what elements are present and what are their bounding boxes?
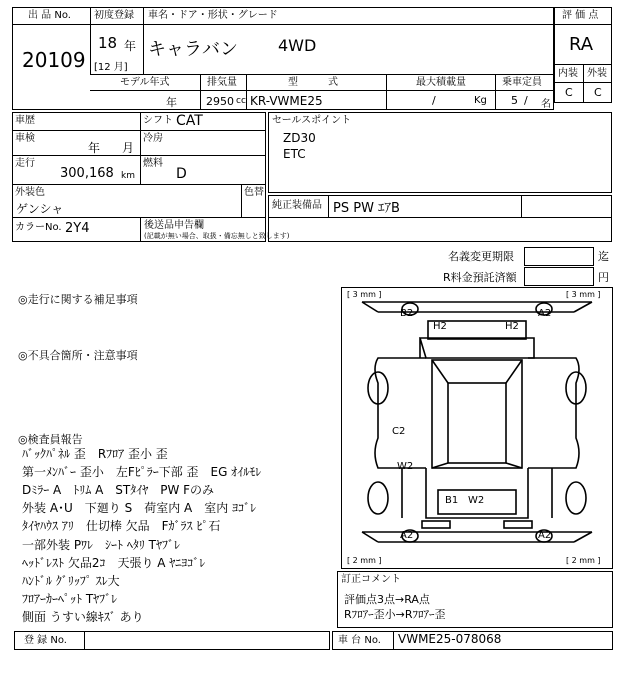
first-registration-month: [12 月]	[94, 62, 128, 73]
capacity-unit: 名	[541, 99, 551, 110]
max-load-label: 最大積載量	[416, 77, 466, 88]
drive-type: 4WD	[278, 36, 317, 55]
damage-mark: C2	[392, 426, 406, 437]
genuine-value: PS PW ｴｱB	[333, 201, 400, 216]
driving-remarks-label: ◎走行に関する補足事項	[18, 293, 138, 306]
capacity-slash: /	[524, 94, 528, 107]
capacity-value: 5	[511, 94, 518, 107]
capacity-label: 乗車定員	[502, 77, 542, 88]
damage-mark: H2	[433, 321, 447, 332]
damage-diagram	[341, 287, 613, 569]
bumper-right	[504, 521, 532, 528]
aftermarket-note: (記載が無い場合、取扱・備忘無しと致します)	[144, 232, 290, 240]
inspector-line: ﾀｲﾔﾊｳｽ ｱﾘ 仕切棒 欠品 Fｶﾞﾗｽ ﾋﾟ石	[22, 519, 221, 533]
damage-mark: A2	[538, 308, 552, 319]
lot-number: 20109	[22, 48, 86, 72]
fender-lines	[402, 468, 552, 518]
damage-mark: B2	[400, 308, 414, 319]
sales-point-label: セールスポイント	[272, 115, 352, 126]
cabin-outline	[432, 360, 522, 468]
inspection-label: 車検	[15, 133, 35, 144]
chassis-no-label: 車 台 No.	[338, 635, 381, 646]
damage-mark: H2	[505, 321, 519, 332]
damage-mark: A2	[400, 530, 414, 541]
damage-mark: B1	[445, 495, 459, 506]
damage-mark: W2	[397, 461, 414, 472]
type-value: KR-VWME25	[250, 94, 323, 108]
fuel-label: 燃料	[143, 158, 163, 169]
history-label: 車歴	[15, 115, 35, 126]
defects-label: ◎不具合箇所・注意事項	[18, 349, 138, 362]
inspector-line: ﾊﾝﾄﾞﾙ ｸﾞﾘｯﾌﾟ ｽﾚ大	[22, 574, 120, 588]
inspector-line: 側面 うすい線ｷｽﾞ あり	[22, 610, 144, 624]
model-year-unit: 年	[166, 96, 177, 109]
mileage-unit: km	[121, 171, 135, 181]
interior-grade-label: 内装	[558, 68, 578, 79]
tire-front-right: [ 3 mm ]	[566, 290, 601, 299]
color-no-label: カラーNo.	[15, 222, 62, 233]
grade-label: 評 価 点	[562, 10, 599, 21]
left-rear-wheel	[368, 482, 388, 514]
registration-no-label: 登 録 No.	[24, 635, 67, 646]
grade-value: RA	[569, 34, 594, 55]
sales-point-2: ETC	[283, 147, 306, 161]
interior-grade: C	[565, 86, 573, 99]
color-no-value: 2Y4	[65, 221, 90, 236]
correction-line: 評価点3点→RA点	[344, 593, 430, 606]
tire-front-left: [ 3 mm ]	[347, 290, 382, 299]
correction-line: Rﾌﾛｱｰ歪小→Rﾌﾛｱｰ歪	[344, 608, 446, 621]
repaint-label: 色替	[244, 187, 264, 198]
inspector-line: 一部外装 Pﾜﾚ ｼｰﾄ ﾍﾀﾘ Tﾔﾌﾞﾚ	[22, 538, 181, 552]
right-rear-wheel	[566, 482, 586, 514]
year-unit: 年	[124, 39, 137, 53]
windshield	[448, 383, 506, 463]
color-label: 外装色	[15, 187, 45, 198]
aftermarket-label: 後送品申告欄	[144, 220, 204, 231]
displacement-value: 2950	[206, 95, 234, 108]
fuel-value: D	[176, 166, 187, 182]
inspection-month-unit: 月	[122, 141, 135, 155]
shift-value: CAT	[176, 113, 203, 129]
exterior-grade-label: 外装	[587, 68, 607, 79]
displacement-label: 排気量	[207, 77, 237, 88]
bottom-side-profile	[362, 532, 592, 542]
name-change-unit: 迄	[598, 250, 609, 263]
inspector-line: ﾌﾛｱｰｶｰﾍﾟｯﾄ Tﾔﾌﾞﾚ	[22, 592, 118, 606]
displacement-unit: cc	[236, 96, 246, 106]
ac-label: 冷房	[143, 133, 163, 144]
mileage-value: 300,168	[60, 166, 114, 181]
damage-mark: A2	[538, 530, 552, 541]
tire-rear-right: [ 2 mm ]	[566, 556, 601, 565]
car-outline-svg	[342, 288, 612, 568]
inspector-line: ﾍｯﾄﾞﾚｽﾄ 欠品2ｺ 天張り A ﾔﾆﾖｺﾞﾚ	[22, 556, 206, 570]
inspector-line: ﾊﾞｯｸﾊﾟﾈﾙ 歪 Rﾌﾛｱ 歪小 歪	[22, 447, 168, 461]
color-value: ゲンシャ	[16, 202, 64, 216]
body-top	[420, 338, 534, 358]
inspector-label: ◎検査員報告	[18, 433, 83, 446]
inspector-line: 第一ﾒﾝﾊﾞｰ 歪小 左Fﾋﾟﾗｰ下部 歪 EG ｵｲﾙﾓﾚ	[22, 465, 262, 479]
name-change-field	[524, 247, 594, 266]
recycle-field	[524, 267, 594, 286]
inspection-year-unit: 年	[88, 141, 101, 155]
first-registration-year: 18	[98, 34, 118, 52]
exterior-grade: C	[594, 86, 602, 99]
tire-rear-left: [ 2 mm ]	[347, 556, 382, 565]
pillars	[432, 360, 522, 468]
shift-label: シフト	[143, 115, 173, 126]
recycle-label: R料金預託済額	[443, 271, 517, 284]
bumper-left	[422, 521, 450, 528]
genuine-label: 純正装備品	[272, 200, 322, 211]
inspector-line: Dﾐﾗｰ A ﾄﾘﾑ A STﾀｲﾔ PW Fのみ	[22, 483, 215, 497]
first-registration-label: 初度登録	[94, 10, 134, 21]
lot-no-label: 出 品 No.	[28, 10, 71, 21]
top-side-profile	[362, 302, 592, 312]
chassis-no-value: VWME25-078068	[398, 632, 502, 646]
name-change-label: 名義変更期限	[448, 250, 514, 263]
inspector-line: 外装 A･U 下廻り S 荷室内 A 室内 ﾖｺﾞﾚ	[22, 501, 257, 515]
recycle-unit: 円	[598, 271, 609, 284]
car-name: キャラバン	[148, 39, 238, 60]
type-label: 型 式	[288, 77, 338, 88]
damage-mark: W2	[468, 495, 485, 506]
sales-point-1: ZD30	[283, 131, 316, 145]
model-year-label: モデル年式	[120, 77, 170, 88]
mileage-label: 走行	[15, 158, 35, 169]
front-body	[426, 468, 528, 518]
correction-label: 訂正コメント	[341, 574, 401, 585]
max-load-slash: /	[432, 94, 436, 107]
car-name-label: 車名・ドア・形状・グレード	[148, 10, 278, 21]
max-load-unit: Kg	[474, 95, 487, 106]
